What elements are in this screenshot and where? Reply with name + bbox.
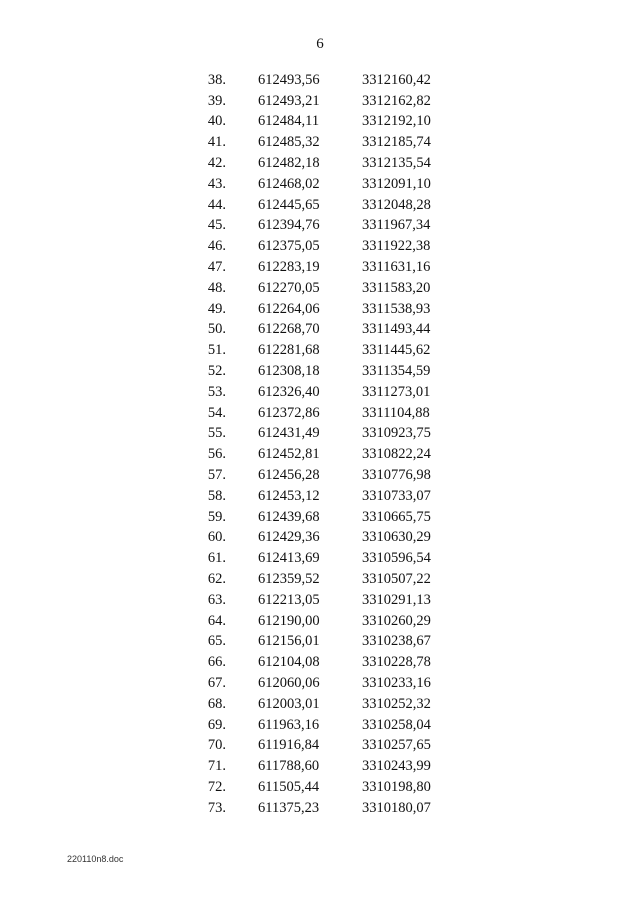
coordinate-y: 3312160,42 <box>362 71 431 88</box>
coordinate-y: 3310733,07 <box>362 487 431 504</box>
coordinate-x: 612429,36 <box>258 529 320 546</box>
point-number: 39. <box>207 92 226 109</box>
page-number: 6 <box>316 36 324 52</box>
coordinate-x: 612431,49 <box>258 425 320 442</box>
table-row <box>190 216 472 237</box>
table-row <box>190 257 472 278</box>
point-number: 63. <box>207 591 226 608</box>
coordinate-x: 612482,18 <box>258 155 320 172</box>
table-row <box>190 465 472 486</box>
table-row <box>190 590 472 611</box>
coordinate-y: 3310243,99 <box>362 758 431 775</box>
point-number: 50. <box>207 321 226 338</box>
point-number: 41. <box>207 134 226 151</box>
coordinate-x: 612359,52 <box>258 571 320 588</box>
table-row <box>190 236 472 257</box>
coordinate-x: 612190,00 <box>258 612 320 629</box>
coordinate-y: 3310233,16 <box>362 675 431 691</box>
coordinate-x: 612326,40 <box>258 383 320 400</box>
coordinate-y: 3310776,98 <box>362 467 431 484</box>
coordinate-y: 3310291,13 <box>362 591 431 608</box>
table-row <box>190 611 472 632</box>
coordinate-x: 612270,05 <box>258 279 320 296</box>
coordinate-y: 3310596,54 <box>362 550 431 567</box>
point-number: 57. <box>207 467 226 484</box>
footer-filename: 220110n8.doc <box>67 854 124 864</box>
point-number: 71. <box>207 758 226 775</box>
coordinate-x: 612375,05 <box>258 238 320 255</box>
coordinate-y: 3311273,01 <box>362 383 431 400</box>
coordinate-x: 611375,23 <box>258 799 320 816</box>
coordinate-y: 3311354,59 <box>362 363 431 380</box>
coordinate-y: 3310198,80 <box>362 778 431 795</box>
table-row <box>190 299 472 320</box>
coordinate-x: 612445,65 <box>258 196 320 213</box>
coordinate-y: 3310665,75 <box>362 508 431 525</box>
point-number: 54. <box>207 404 226 421</box>
table-row <box>190 278 472 299</box>
table-row <box>190 694 472 715</box>
table-row <box>190 652 472 673</box>
coordinate-y: 3310180,07 <box>362 799 431 816</box>
point-number: 55. <box>207 425 226 442</box>
point-number: 48. <box>207 279 226 296</box>
table-row <box>190 424 472 445</box>
coordinate-x: 612264,06 <box>258 300 320 317</box>
coordinate-y: 3311538,93 <box>362 300 431 317</box>
point-number: 45. <box>207 217 226 234</box>
table-row <box>190 361 472 382</box>
table-row <box>190 320 472 341</box>
table-row <box>190 632 472 653</box>
coordinate-x: 612484,11 <box>258 113 320 130</box>
coordinate-y: 3311104,88 <box>362 404 430 421</box>
point-number: 67. <box>207 675 226 691</box>
coordinate-y: 3310258,04 <box>362 716 431 733</box>
coordinate-y: 3312048,28 <box>362 196 431 213</box>
coordinate-x: 612308,18 <box>258 363 320 380</box>
coordinate-x: 612268,70 <box>258 321 320 338</box>
table-row <box>190 736 472 757</box>
point-number: 38. <box>207 71 226 88</box>
coordinate-x: 612281,68 <box>258 342 320 359</box>
point-number: 47. <box>207 259 226 276</box>
point-number: 65. <box>207 633 226 650</box>
coordinate-x: 612493,21 <box>258 92 320 109</box>
point-number: 42. <box>207 155 226 172</box>
coordinate-y: 3312162,82 <box>362 92 431 109</box>
table-row <box>190 112 472 133</box>
coordinate-x: 612372,86 <box>258 404 320 421</box>
coordinate-x: 612213,05 <box>258 591 320 608</box>
point-number: 64. <box>207 612 226 629</box>
coordinate-y: 3310252,32 <box>362 695 431 712</box>
coordinate-x: 612452,81 <box>258 446 320 463</box>
coordinate-y: 3310238,67 <box>362 633 431 650</box>
point-number: 73. <box>207 799 226 816</box>
table-row <box>190 132 472 153</box>
coordinate-y: 3310822,24 <box>362 446 431 463</box>
coordinate-x: 612060,06 <box>258 675 320 691</box>
coordinates-table <box>190 70 472 819</box>
coordinate-y: 3310260,29 <box>362 612 431 629</box>
table-row <box>190 195 472 216</box>
point-number: 49. <box>207 300 226 317</box>
point-number: 60. <box>207 529 226 546</box>
coordinate-x: 612485,32 <box>258 134 320 151</box>
table-row <box>190 174 472 195</box>
table-row <box>190 403 472 424</box>
coordinate-x: 612413,69 <box>258 550 320 567</box>
table-row <box>190 507 472 528</box>
point-number: 51. <box>207 342 226 359</box>
table-row <box>190 91 472 112</box>
coordinate-y: 3311967,34 <box>362 217 431 234</box>
table-row <box>190 777 472 798</box>
point-number: 59. <box>207 508 226 525</box>
point-number: 61. <box>207 550 226 567</box>
coordinate-y: 3312135,54 <box>362 155 431 172</box>
table-row <box>190 486 472 507</box>
table-row <box>190 798 472 819</box>
point-number: 40. <box>207 113 226 130</box>
coordinate-y: 3311445,62 <box>362 342 431 359</box>
coordinate-x: 612493,56 <box>258 71 320 88</box>
point-number: 46. <box>207 238 226 255</box>
point-number: 70. <box>207 737 226 754</box>
coordinate-y: 3311493,44 <box>362 321 431 338</box>
coordinate-y: 3310923,75 <box>362 425 431 442</box>
coordinate-x: 612468,02 <box>258 175 320 192</box>
coordinate-y: 3311631,16 <box>362 259 431 276</box>
table-row <box>190 715 472 736</box>
coordinate-y: 3312192,10 <box>362 113 431 130</box>
point-number: 66. <box>207 654 226 671</box>
point-number: 68. <box>207 695 226 712</box>
table-row <box>190 756 472 777</box>
coordinate-x: 612456,28 <box>258 467 320 484</box>
coordinate-y: 3310257,65 <box>362 737 431 754</box>
coordinate-x: 611916,84 <box>258 737 320 754</box>
table-row <box>190 70 472 91</box>
coordinate-x: 611963,16 <box>258 716 320 733</box>
table-row <box>190 340 472 361</box>
coordinate-x: 612003,01 <box>258 695 320 712</box>
point-number: 56. <box>207 446 226 463</box>
point-number: 44. <box>207 196 226 213</box>
coordinate-y: 3311922,38 <box>362 238 431 255</box>
coordinate-x: 612104,08 <box>258 654 320 671</box>
point-number: 62. <box>207 571 226 588</box>
table-row <box>190 528 472 549</box>
point-number: 52. <box>207 363 226 380</box>
table-row <box>190 569 472 590</box>
table-row <box>190 444 472 465</box>
table-row <box>190 548 472 569</box>
coordinate-x: 611788,60 <box>258 758 320 775</box>
coordinate-y: 3310507,22 <box>362 571 431 588</box>
point-number: 69. <box>207 716 226 733</box>
table-row <box>190 382 472 403</box>
coordinate-x: 612283,19 <box>258 259 320 276</box>
coordinate-x: 612156,01 <box>258 633 320 650</box>
point-number: 72. <box>207 778 226 795</box>
coordinate-x: 612394,76 <box>258 217 320 234</box>
coordinate-x: 611505,44 <box>258 778 320 795</box>
table-row <box>190 673 472 694</box>
coordinate-y: 3312091,10 <box>362 175 431 192</box>
point-number: 58. <box>207 487 226 504</box>
coordinate-x: 612439,68 <box>258 508 320 525</box>
coordinate-x: 612453,12 <box>258 487 320 504</box>
coordinate-y: 3310228,78 <box>362 654 431 671</box>
table-row <box>190 153 472 174</box>
point-number: 43. <box>207 175 226 192</box>
coordinate-y: 3311583,20 <box>362 279 431 296</box>
coordinate-y: 3312185,74 <box>362 134 431 151</box>
point-number: 53. <box>207 383 226 400</box>
coordinate-y: 3310630,29 <box>362 529 431 546</box>
